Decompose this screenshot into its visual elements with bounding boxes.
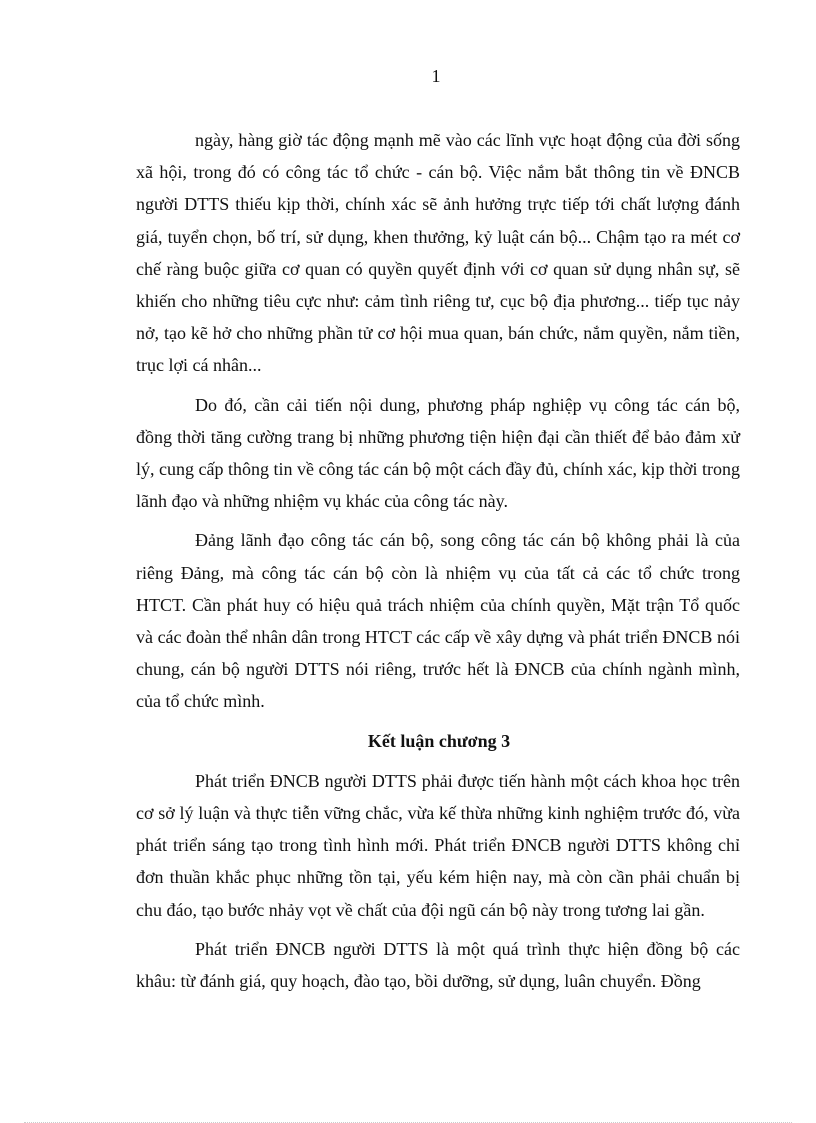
conclusion-paragraph-1: Phát triển ĐNCB người DTTS phải được tiến hành một cách khoa học trên cơ sở lý luận và thực tiễn vững chắc, vừa kế thừa những kinh nghiệm trước đó, vừa phát triển sáng tạo trong tình hình mới. Phát triển ĐNCB người DTTS không chỉ đơn thuần khắc phục những tồn tại, yếu kém hiện nay, mà còn cần phải chuẩn bị chu đáo, tạo bước nhảy vọt về chất của đội ngũ cán bộ này trong tương lai gần. (136, 770, 740, 920)
paragraph-1: ngày, hàng giờ tác động mạnh mẽ vào các lĩnh vực hoạt động của đời sống xã hội, trong đó có công tác tổ chức - cán bộ. Việc nắm bắt thông tin về ĐNCB người DTTS thiếu kịp thời, chính xác sẽ ảnh hưởng trực tiếp tới chất lượng đánh giá, tuyển chọn, bố trí, sử dụng, khen thưởng, kỷ luật cán bộ... Chậm tạo ra mét cơ chế ràng buộc giữa cơ quan có quyền quyết định với cơ quan sử dụng nhân sự, sẽ khiến cho những tiêu cực như: cảm tình riêng tư, cục bộ địa phương... tiếp tục nảy nở, tạo kẽ hở cho những phần tử cơ hội mua quan, bán chức, nắm quyền, nắm tiền, trục lợi cá nhân... (136, 130, 740, 376)
paragraph-2: Do đó, cần cải tiến nội dung, phương pháp nghiệp vụ công tác cán bộ, đồng thời tăng cường trang bị những phương tiện hiện đại cần thiết để bảo đảm xử lý, cung cấp thông tin về công tác cán bộ một cách đầy đủ, chính xác, kịp thời trong lãnh đạo và những nhiệm vụ khác của công tác này. (136, 394, 740, 512)
page-number: 1 (431, 66, 441, 86)
paragraph-3: Đảng lãnh đạo công tác cán bộ, song công tác cán bộ không phải là của riêng Đảng, mà công tác cán bộ còn là nhiệm vụ của tất cả các tổ chức trong HTCT. Cần phát huy có hiệu quả trách nhiệm của chính quyền, Mặt trận Tổ quốc và các đoàn thể nhân dân trong HTCT các cấp về xây dựng và phát triển ĐNCB nói chung, cán bộ người DTTS nói riêng, trước hết là ĐNCB của chính ngành mình, của tổ chức mình. (136, 530, 740, 712)
section-heading: Kết luận chương 3 (367, 730, 511, 751)
document-body (136, 124, 740, 1004)
conclusion-paragraph-2: Phát triển ĐNCB người DTTS là một quá trình thực hiện đồng bộ các khâu: từ đánh giá, quy hoạch, đào tạo, bồi dưỡng, sử dụng, luân chuyển. Đồng (136, 938, 740, 992)
